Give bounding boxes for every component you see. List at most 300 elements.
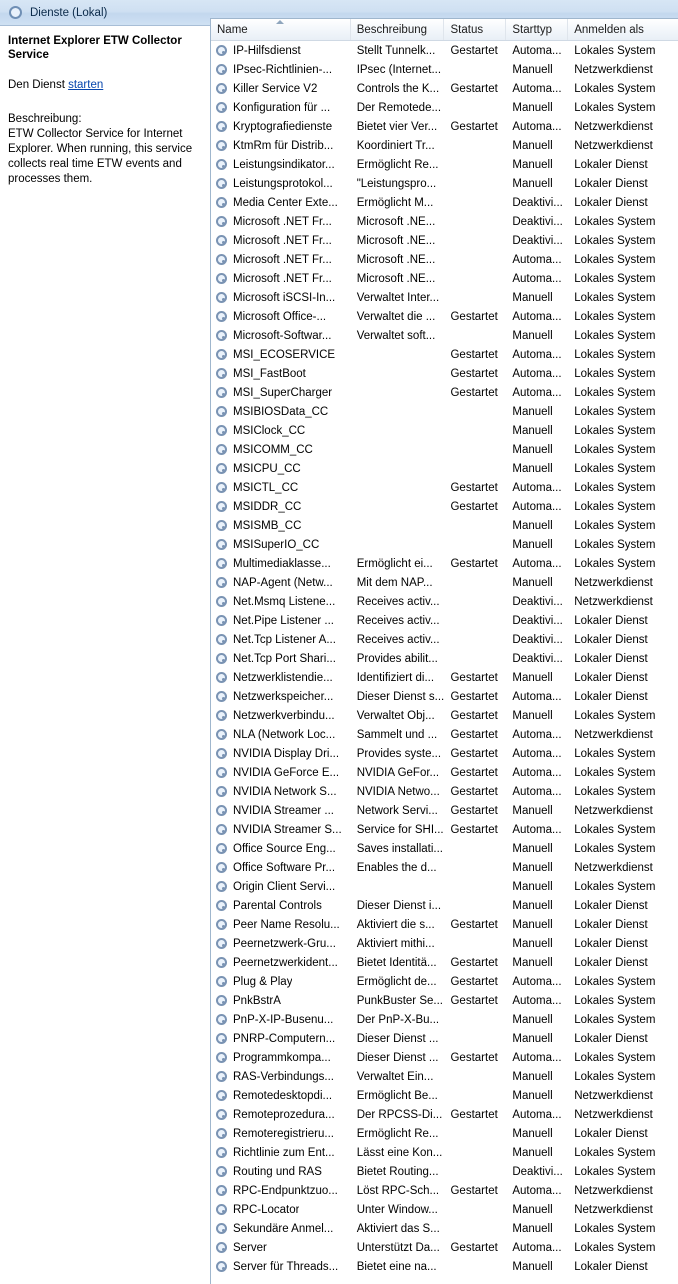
- cell-logon: Netzwerkdienst: [574, 120, 653, 133]
- cell-starttype: Manuell: [512, 405, 553, 418]
- cell-description: Aktiviert mithi...: [356, 937, 435, 950]
- service-name-label: Kryptografiedienste: [233, 120, 333, 133]
- cell-status: [444, 630, 506, 649]
- cell-description: Ermöglicht Be...: [356, 1089, 438, 1102]
- cell-starttype: Automa...: [512, 994, 562, 1007]
- cell-description: Löst RPC-Sch...: [356, 1184, 440, 1197]
- table-row[interactable]: [211, 1048, 678, 1067]
- cell-starttype: Manuell: [512, 462, 553, 475]
- cell-service-name: [211, 953, 351, 972]
- service-gear-icon: [215, 880, 229, 894]
- table-row[interactable]: [211, 288, 678, 307]
- cell-service-name: [211, 383, 351, 402]
- table-row[interactable]: [211, 1067, 678, 1086]
- cell-starttype: Manuell: [512, 158, 553, 171]
- service-gear-icon: [215, 329, 229, 343]
- cell-starttype: Manuell: [512, 139, 553, 152]
- service-name-label: Routing und RAS: [233, 1165, 322, 1178]
- table-row[interactable]: [211, 820, 678, 839]
- cell-starttype: Deaktivi...: [512, 234, 563, 247]
- column-header-status[interactable]: Status: [444, 19, 506, 40]
- table-row[interactable]: [211, 630, 678, 649]
- service-name-label: Net.Msmq Listene...: [233, 595, 336, 608]
- table-row[interactable]: [211, 1086, 678, 1105]
- cell-status: Gestartet: [450, 348, 498, 361]
- cell-status: [444, 250, 506, 269]
- table-row[interactable]: [211, 1143, 678, 1162]
- cell-description: [351, 383, 445, 402]
- table-row[interactable]: [211, 1029, 678, 1048]
- cell-logon: Lokales System: [574, 1051, 656, 1064]
- cell-description: Bietet vier Ver...: [356, 120, 438, 133]
- cell-status: [444, 174, 506, 193]
- table-row[interactable]: [211, 193, 678, 212]
- service-name-label: MSISMB_CC: [233, 519, 302, 532]
- column-header-description[interactable]: Beschreibung: [351, 19, 445, 40]
- table-row[interactable]: [211, 440, 678, 459]
- cell-description: Controls the K...: [356, 82, 440, 95]
- table-row[interactable]: [211, 535, 678, 554]
- cell-description: Identifiziert di...: [356, 671, 435, 684]
- cell-logon: Lokales System: [574, 272, 656, 285]
- cell-description: Bietet Identitä...: [356, 956, 437, 969]
- start-service-link[interactable]: starten: [68, 79, 104, 91]
- cell-service-name: [211, 649, 351, 668]
- table-row[interactable]: [211, 478, 678, 497]
- service-name-label: Office Software Pr...: [233, 861, 336, 874]
- cell-starttype: Automa...: [512, 766, 562, 779]
- cell-description: Lässt eine Kon...: [356, 1146, 443, 1159]
- cell-service-name: [211, 573, 351, 592]
- column-header-starttype[interactable]: Starttyp: [506, 19, 568, 40]
- table-row[interactable]: [211, 326, 678, 345]
- table-row[interactable]: [211, 1162, 678, 1181]
- column-header-name[interactable]: Name: [211, 19, 351, 40]
- cell-status: Gestartet: [450, 1108, 498, 1121]
- table-row[interactable]: [211, 1257, 678, 1276]
- table-row[interactable]: [211, 41, 678, 60]
- service-gear-icon: [215, 1032, 229, 1046]
- cell-starttype: Automa...: [512, 1241, 562, 1254]
- cell-service-name: [211, 1238, 351, 1257]
- cell-description: Verwaltet Ein...: [356, 1070, 434, 1083]
- table-row[interactable]: [211, 687, 678, 706]
- cell-description: [351, 516, 445, 535]
- cell-service-name: [211, 459, 351, 478]
- service-name-label: IP-Hilfsdienst: [233, 44, 301, 57]
- table-row[interactable]: [211, 554, 678, 573]
- service-name-label: Netzwerkverbindu...: [233, 709, 335, 722]
- table-row[interactable]: [211, 972, 678, 991]
- table-row[interactable]: [211, 98, 678, 117]
- service-name-label: Peernetzwerkident...: [233, 956, 338, 969]
- cell-logon: Lokaler Dienst: [574, 177, 648, 190]
- cell-logon: Netzwerkdienst: [574, 1203, 653, 1216]
- service-gear-icon: [215, 899, 229, 913]
- service-name-label: Netzwerklistendie...: [233, 671, 333, 684]
- service-name-label: Remotedesktopdi...: [233, 1089, 333, 1102]
- cell-status: Gestartet: [450, 709, 498, 722]
- table-row[interactable]: [211, 1200, 678, 1219]
- cell-service-name: [211, 820, 351, 839]
- table-row[interactable]: [211, 668, 678, 687]
- cell-service-name: [211, 231, 351, 250]
- service-name-label: PNRP-Computern...: [233, 1032, 336, 1045]
- cell-service-name: [211, 117, 351, 136]
- description-text: ETW Collector Service for Internet Explorer. When running, this service collects real time ETW events and processes them.: [8, 128, 193, 185]
- service-gear-icon: [215, 1051, 229, 1065]
- cell-service-name: [211, 1086, 351, 1105]
- cell-logon: Lokales System: [574, 1241, 656, 1254]
- table-row[interactable]: [211, 877, 678, 896]
- cell-logon: Lokales System: [574, 994, 656, 1007]
- services-rows[interactable]: [211, 41, 678, 1276]
- cell-service-name: [211, 1143, 351, 1162]
- cell-starttype: Manuell: [512, 576, 553, 589]
- service-name-label: Microsoft .NET Fr...: [233, 272, 332, 285]
- cell-status: Gestartet: [450, 785, 498, 798]
- service-name-label: MSIDDR_CC: [233, 500, 302, 513]
- cell-starttype: Manuell: [512, 63, 553, 76]
- cell-description: Bietet eine na...: [356, 1260, 437, 1273]
- service-gear-icon: [215, 861, 229, 875]
- service-name-label: Konfiguration für ...: [233, 101, 331, 114]
- cell-description: [351, 364, 445, 383]
- table-row[interactable]: [211, 611, 678, 630]
- cell-service-name: [211, 60, 351, 79]
- cell-status: [444, 212, 506, 231]
- table-row[interactable]: [211, 1105, 678, 1124]
- table-row[interactable]: [211, 1238, 678, 1257]
- cell-description: Ermöglicht M...: [356, 196, 434, 209]
- cell-starttype: Automa...: [512, 386, 562, 399]
- cell-description: Der Remotede...: [356, 101, 442, 114]
- table-row[interactable]: [211, 231, 678, 250]
- table-row[interactable]: [211, 839, 678, 858]
- cell-starttype: Manuell: [512, 709, 553, 722]
- table-row[interactable]: [211, 516, 678, 535]
- table-row[interactable]: [211, 953, 678, 972]
- cell-starttype: Automa...: [512, 82, 562, 95]
- cell-service-name: [211, 763, 351, 782]
- service-gear-icon: [215, 215, 229, 229]
- cell-status: [444, 877, 506, 896]
- cell-status: Gestartet: [450, 728, 498, 741]
- table-row[interactable]: [211, 383, 678, 402]
- service-gear-icon: [215, 443, 229, 457]
- cell-starttype: Automa...: [512, 785, 562, 798]
- service-name-label: IPsec-Richtlinien-...: [233, 63, 333, 76]
- cell-description: Dieser Dienst i...: [356, 899, 442, 912]
- service-gear-icon: [215, 804, 229, 818]
- cell-starttype: Manuell: [512, 177, 553, 190]
- table-row[interactable]: [211, 421, 678, 440]
- table-row[interactable]: [211, 1124, 678, 1143]
- cell-service-name: [211, 288, 351, 307]
- cell-service-name: [211, 668, 351, 687]
- table-row[interactable]: [211, 136, 678, 155]
- cell-service-name: [211, 687, 351, 706]
- cell-logon: Lokales System: [574, 215, 656, 228]
- cell-logon: Netzwerkdienst: [574, 139, 653, 152]
- table-row[interactable]: [211, 79, 678, 98]
- table-row[interactable]: [211, 307, 678, 326]
- service-name-label: Plug & Play: [233, 975, 293, 988]
- cell-service-name: [211, 250, 351, 269]
- table-row[interactable]: [211, 60, 678, 79]
- cell-logon: Lokales System: [574, 747, 656, 760]
- cell-logon: Lokales System: [574, 291, 656, 304]
- table-row[interactable]: [211, 117, 678, 136]
- cell-description: Unter Window...: [356, 1203, 438, 1216]
- services-list-pane[interactable]: [210, 18, 678, 1284]
- cell-logon: Lokales System: [574, 424, 656, 437]
- cell-starttype: Manuell: [512, 1070, 553, 1083]
- service-name-label: MSICOMM_CC: [233, 443, 313, 456]
- cell-service-name: [211, 915, 351, 934]
- service-name-label: RAS-Verbindungs...: [233, 1070, 335, 1083]
- cell-status: [444, 1162, 506, 1181]
- cell-logon: Lokales System: [574, 462, 656, 475]
- cell-description: Koordiniert Tr...: [356, 139, 435, 152]
- service-name-label: Richtlinie zum Ent...: [233, 1146, 335, 1159]
- table-row[interactable]: [211, 706, 678, 725]
- cell-logon: Lokales System: [574, 823, 656, 836]
- cell-status: Gestartet: [450, 481, 498, 494]
- cell-status: [444, 1200, 506, 1219]
- cell-description: Ermöglicht de...: [356, 975, 437, 988]
- cell-service-name: [211, 1105, 351, 1124]
- service-gear-icon: [215, 557, 229, 571]
- cell-logon: Netzwerkdienst: [574, 728, 653, 741]
- cell-logon: Lokaler Dienst: [574, 956, 648, 969]
- service-gear-icon: [215, 1165, 229, 1179]
- table-row[interactable]: [211, 497, 678, 516]
- cell-service-name: [211, 592, 351, 611]
- cell-starttype: Deaktivi...: [512, 1165, 563, 1178]
- service-gear-icon: [215, 766, 229, 780]
- column-header-logon[interactable]: Anmelden als: [574, 23, 644, 36]
- cell-description: Receives activ...: [356, 595, 440, 608]
- cell-description: Saves installati...: [356, 842, 443, 855]
- service-gear-icon: [215, 196, 229, 210]
- cell-logon: Lokales System: [574, 500, 656, 513]
- cell-starttype: Manuell: [512, 1127, 553, 1140]
- service-start-action-prefix: Den Dienst: [8, 79, 69, 91]
- cell-description: Microsoft .NE...: [356, 253, 436, 266]
- cell-status: [444, 193, 506, 212]
- service-name-label: Peernetzwerk-Gru...: [233, 937, 336, 950]
- cell-service-name: [211, 858, 351, 877]
- cell-logon: Lokales System: [574, 367, 656, 380]
- cell-status: Gestartet: [450, 120, 498, 133]
- service-gear-icon: [215, 1203, 229, 1217]
- service-gear-icon: [215, 63, 229, 77]
- table-row[interactable]: [211, 174, 678, 193]
- cell-service-name: [211, 440, 351, 459]
- cell-starttype: Manuell: [512, 804, 553, 817]
- cell-description: Aktiviert die s...: [356, 918, 435, 931]
- cell-description: Ermöglicht ei...: [356, 557, 433, 570]
- table-row[interactable]: [211, 934, 678, 953]
- cell-starttype: Automa...: [512, 481, 562, 494]
- table-row[interactable]: [211, 250, 678, 269]
- service-gear-icon: [215, 614, 229, 628]
- table-row[interactable]: [211, 459, 678, 478]
- table-row[interactable]: [211, 1010, 678, 1029]
- cell-status: Gestartet: [450, 690, 498, 703]
- cell-status: [444, 611, 506, 630]
- table-row[interactable]: [211, 212, 678, 231]
- table-row[interactable]: [211, 896, 678, 915]
- table-row[interactable]: [211, 763, 678, 782]
- table-row[interactable]: [211, 1181, 678, 1200]
- cell-logon: Lokales System: [574, 1165, 656, 1178]
- service-gear-icon: [215, 728, 229, 742]
- cell-starttype: Manuell: [512, 671, 553, 684]
- cell-starttype: Manuell: [512, 519, 553, 532]
- service-name-label: Microsoft-Softwar...: [233, 329, 332, 342]
- cell-logon: Lokales System: [574, 329, 656, 342]
- service-name-label: Net.Tcp Port Shari...: [233, 652, 336, 665]
- table-row[interactable]: [211, 991, 678, 1010]
- cell-service-name: [211, 896, 351, 915]
- service-name-label: MSI_FastBoot: [233, 367, 306, 380]
- service-name-label: Microsoft .NET Fr...: [233, 215, 332, 228]
- cell-status: [444, 269, 506, 288]
- cell-description: Microsoft .NE...: [356, 272, 436, 285]
- cell-starttype: Automa...: [512, 1184, 562, 1197]
- table-row[interactable]: [211, 649, 678, 668]
- cell-status: Gestartet: [450, 44, 498, 57]
- service-gear-icon: [215, 538, 229, 552]
- service-gear-icon: [215, 671, 229, 685]
- cell-starttype: Automa...: [512, 310, 562, 323]
- cell-logon: Lokales System: [574, 557, 656, 570]
- cell-logon: Lokales System: [574, 386, 656, 399]
- service-name-label: MSI_SuperCharger: [233, 386, 333, 399]
- cell-description: Provides syste...: [356, 747, 442, 760]
- service-name-label: NVIDIA Display Dri...: [233, 747, 340, 760]
- service-name-label: Sekundäre Anmel...: [233, 1222, 334, 1235]
- service-name-label: MSIBIOSData_CC: [233, 405, 329, 418]
- table-row[interactable]: [211, 364, 678, 383]
- cell-starttype: Manuell: [512, 918, 553, 931]
- table-row[interactable]: [211, 1219, 678, 1238]
- table-row[interactable]: [211, 858, 678, 877]
- cell-status: [444, 1257, 506, 1276]
- cell-service-name: [211, 478, 351, 497]
- cell-starttype: Manuell: [512, 842, 553, 855]
- cell-description: [351, 478, 445, 497]
- cell-status: Gestartet: [450, 823, 498, 836]
- cell-status: Gestartet: [450, 1184, 498, 1197]
- cell-logon: Lokaler Dienst: [574, 1260, 648, 1273]
- table-row[interactable]: [211, 744, 678, 763]
- cell-starttype: Automa...: [512, 367, 562, 380]
- cell-logon: Lokales System: [574, 348, 656, 361]
- cell-service-name: [211, 212, 351, 231]
- cell-status: Gestartet: [450, 671, 498, 684]
- table-row[interactable]: [211, 402, 678, 421]
- service-name-label: Microsoft .NET Fr...: [233, 234, 332, 247]
- service-name-label: Office Source Eng...: [233, 842, 336, 855]
- table-row[interactable]: [211, 725, 678, 744]
- service-gear-icon: [215, 785, 229, 799]
- cell-status: Gestartet: [450, 82, 498, 95]
- cell-logon: Lokaler Dienst: [574, 1032, 648, 1045]
- cell-starttype: Automa...: [512, 823, 562, 836]
- table-row[interactable]: [211, 155, 678, 174]
- cell-description: Ermöglicht Re...: [356, 158, 439, 171]
- window-title: Dienste (Lokal): [30, 6, 108, 19]
- cell-description: Verwaltet soft...: [356, 329, 436, 342]
- cell-status: [444, 1010, 506, 1029]
- table-row[interactable]: [211, 592, 678, 611]
- cell-service-name: [211, 497, 351, 516]
- cell-description: Sammelt und ...: [356, 728, 438, 741]
- table-row[interactable]: [211, 801, 678, 820]
- cell-logon: Lokaler Dienst: [574, 196, 648, 209]
- cell-service-name: [211, 1181, 351, 1200]
- service-gear-icon: [215, 348, 229, 362]
- cell-service-name: [211, 1067, 351, 1086]
- service-gear-icon: [215, 1184, 229, 1198]
- cell-logon: Lokaler Dienst: [574, 158, 648, 171]
- service-gear-icon: [215, 519, 229, 533]
- cell-logon: Netzwerkdienst: [574, 576, 653, 589]
- table-row[interactable]: [211, 573, 678, 592]
- cell-status: [444, 136, 506, 155]
- cell-status: Gestartet: [450, 500, 498, 513]
- service-name-label: MSI_ECOSERVICE: [233, 348, 336, 361]
- cell-starttype: Manuell: [512, 861, 553, 874]
- cell-service-name: [211, 41, 351, 60]
- cell-starttype: Automa...: [512, 747, 562, 760]
- cell-starttype: Automa...: [512, 44, 562, 57]
- cell-logon: Lokales System: [574, 481, 656, 494]
- cell-description: Receives activ...: [356, 633, 440, 646]
- cell-status: Gestartet: [450, 367, 498, 380]
- cell-service-name: [211, 801, 351, 820]
- cell-service-name: [211, 193, 351, 212]
- service-name-label: Server für Threads...: [233, 1260, 339, 1273]
- cell-starttype: Automa...: [512, 253, 562, 266]
- cell-logon: Lokales System: [574, 766, 656, 779]
- cell-service-name: [211, 1029, 351, 1048]
- cell-logon: Netzwerkdienst: [574, 1184, 653, 1197]
- cell-service-name: [211, 79, 351, 98]
- service-details-pane: [0, 26, 210, 1284]
- cell-starttype: Automa...: [512, 500, 562, 513]
- cell-status: [444, 839, 506, 858]
- cell-service-name: [211, 725, 351, 744]
- cell-description: Bietet Routing...: [356, 1165, 439, 1178]
- table-row[interactable]: [211, 269, 678, 288]
- cell-logon: Lokales System: [574, 975, 656, 988]
- service-gear-icon: [215, 633, 229, 647]
- service-gear-icon: [215, 1222, 229, 1236]
- service-name-label: Remoteprozedura...: [233, 1108, 335, 1121]
- table-row[interactable]: [211, 782, 678, 801]
- table-row[interactable]: [211, 345, 678, 364]
- cell-description: Dieser Dienst ...: [356, 1051, 439, 1064]
- cell-description: [351, 459, 445, 478]
- cell-status: [444, 231, 506, 250]
- table-row[interactable]: [211, 915, 678, 934]
- cell-service-name: [211, 877, 351, 896]
- cell-status: [444, 98, 506, 117]
